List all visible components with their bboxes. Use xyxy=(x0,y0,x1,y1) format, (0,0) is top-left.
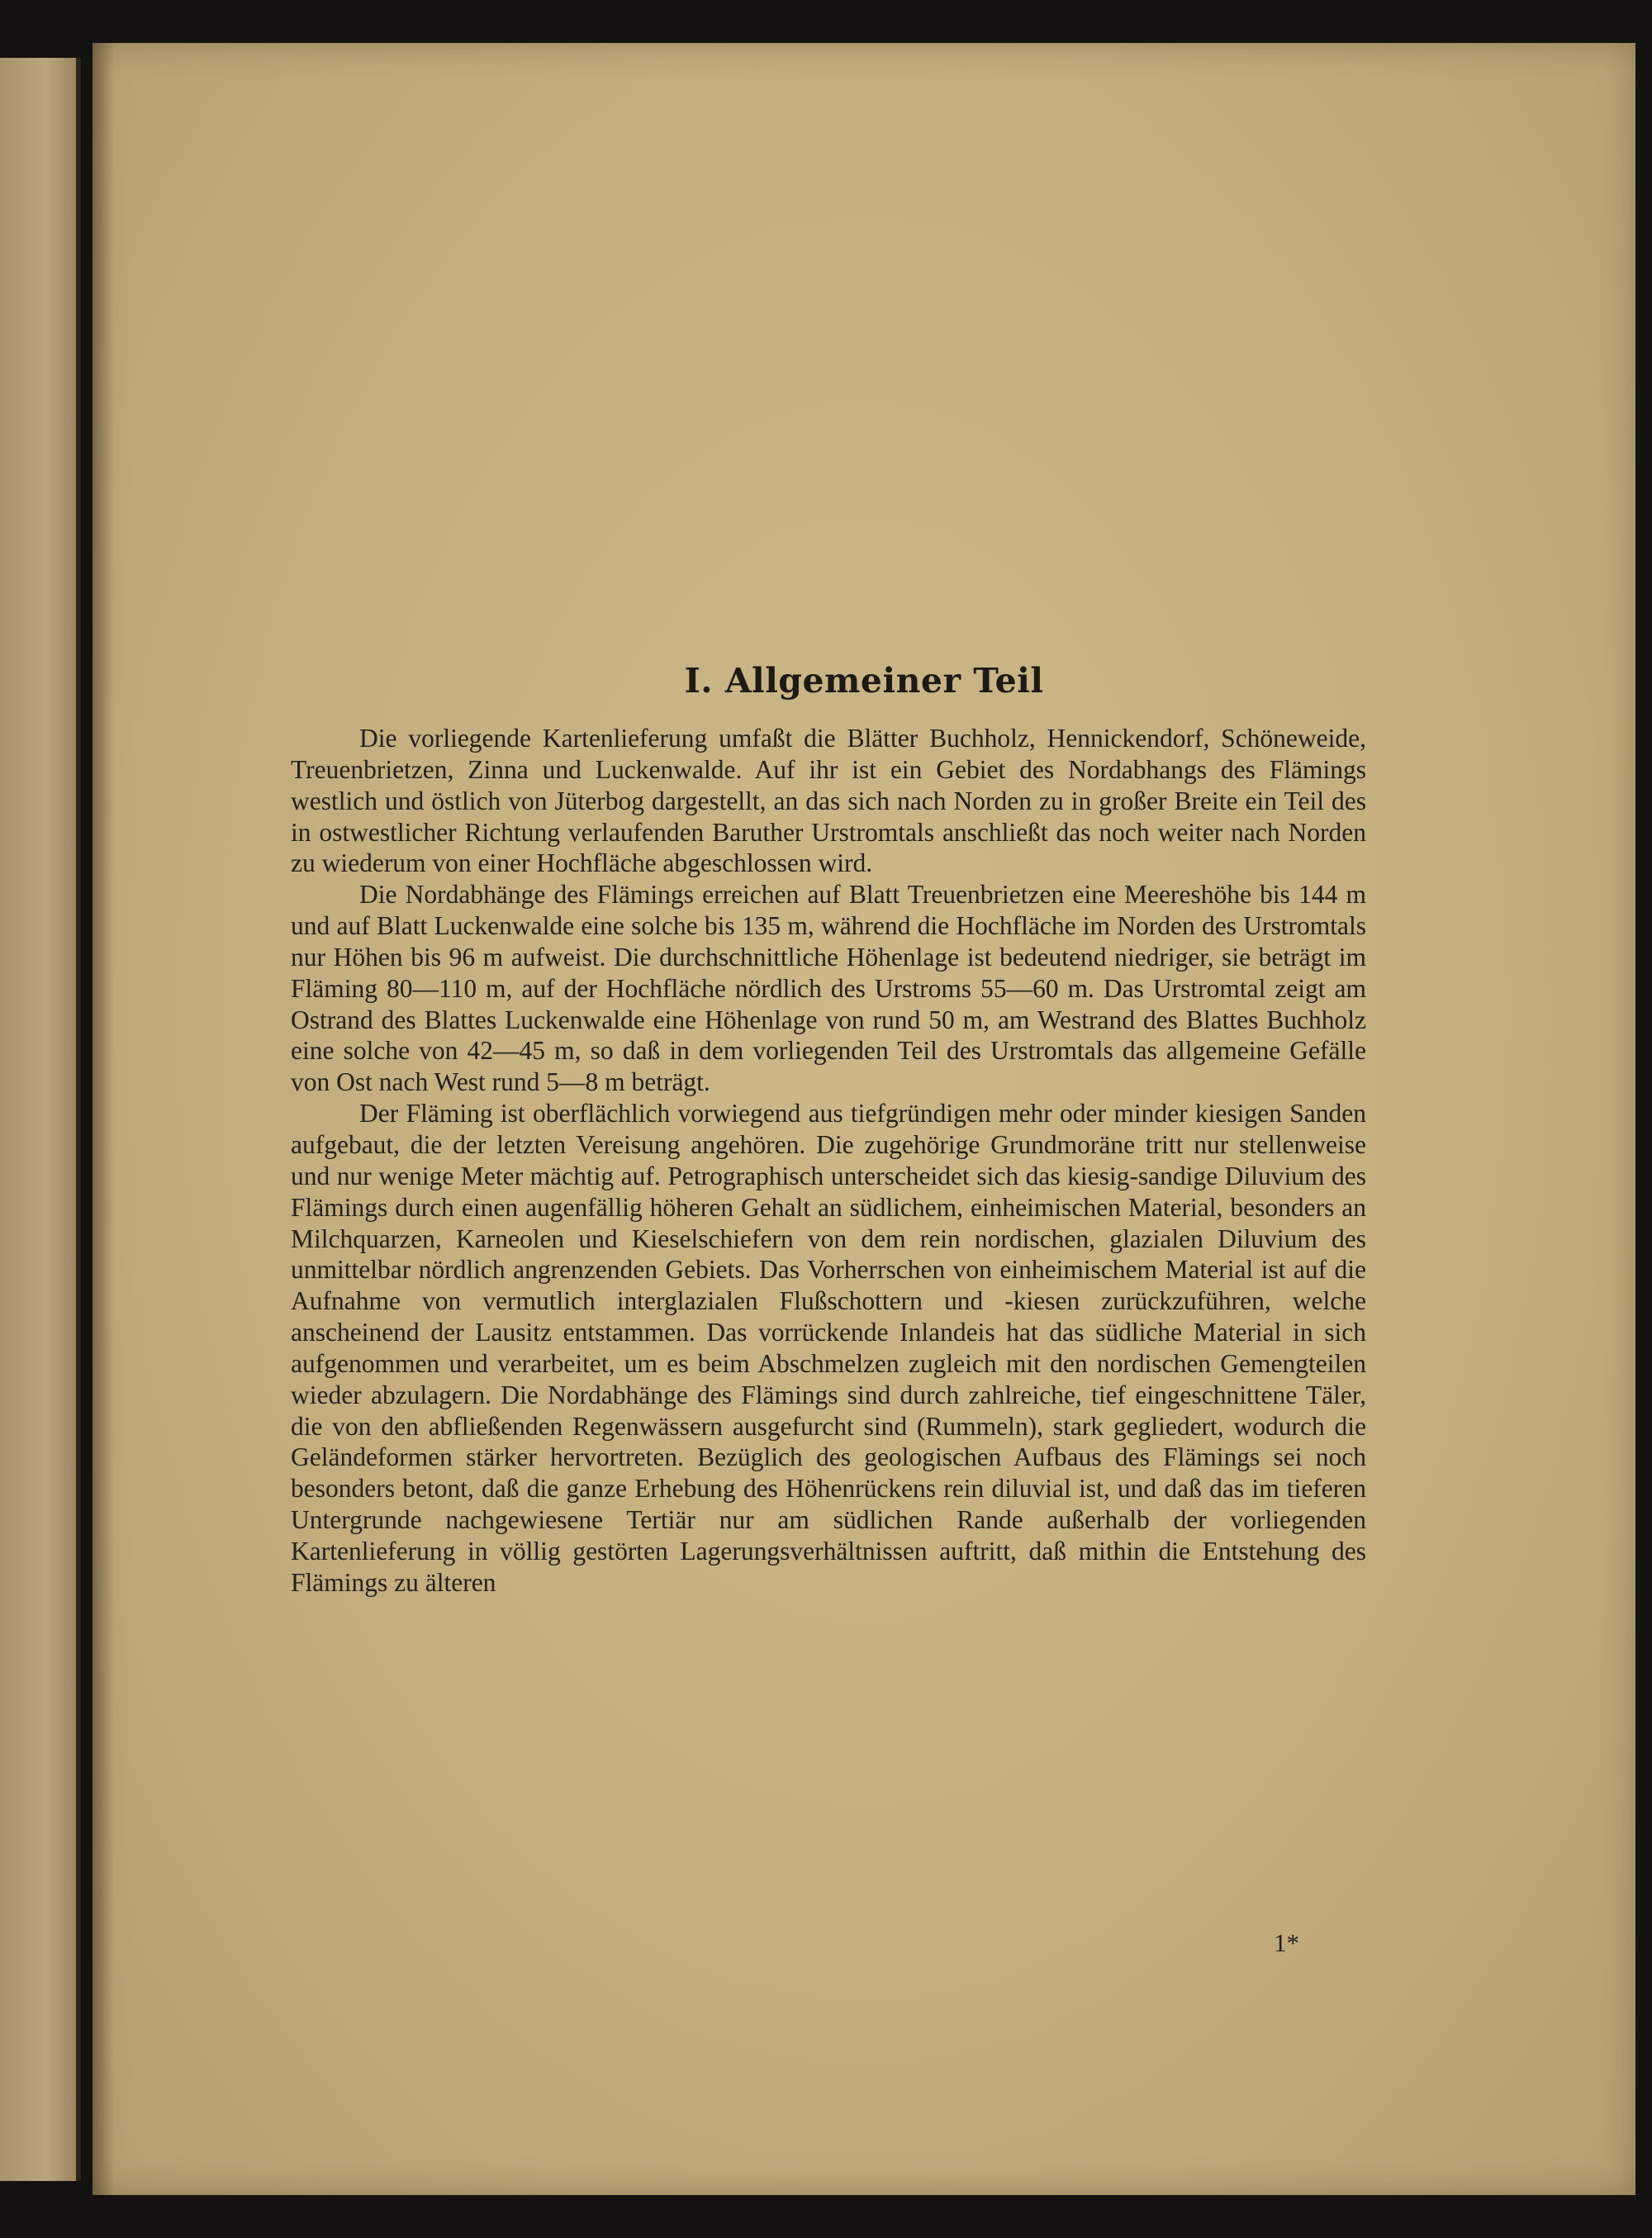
paragraph: Die Nordabhänge des Flämings erreichen auf Blatt Treuenbrietzen eine Meereshöhe bis 144 m und auf Blatt Luckenwalde eine solche bis 135 m, während die Hochfläche im Norden des Urstromtals nur Höhen bis 96 m aufweist. Die durchschnittliche Höhenlage ist bedeutend niedriger, sie beträgt im Fläming 80—110 m, auf der Hochfläche nördlich des Urstroms 55—60 m. Das Urstromtal zeigt am Ostrand des Blattes Luckenwalde eine Höhenlage von rund 50 m, am Westrand des Blattes Buchholz eine solche von 42—45 m, so daß in dem vorliegenden Teil des Urstromtals das allgemeine Gefälle von Ost nach West rund 5—8 m beträgt. xyxy=(291,880,1366,1097)
paragraph: Der Fläming ist oberflächlich vorwiegend aus tiefgründigen mehr oder minder kiesigen Sanden aufgebaut, die der letzten Vereisung angehören. Die zugehörige Grundmoräne tritt nur stellenweise und nur wenige Meter mächtig auf. Petrographisch unterscheidet sich das kiesig-sandige Diluvium des Flämings durch einen augenfällig höheren Gehalt an südlichem, einheimischen Material, besonders an Milchquarzen, Karneolen und Kieselschiefern von dem rein nordischen, glazialen Diluvium des unmittelbar nördlich angrenzenden Gebiets. Das Vorherrschen von einheimischem Material ist auf die Aufnahme von vermutlich interglazialen Flußschottern und -kiesen zurückzuführen, welche anscheinend der Lausitz entstammen. Das vorrückende Inlandeis hat das südliche Material in sich aufgenommen und verarbeitet, um es beim Abschmelzen zugleich mit den nordischen Gemengteilen wieder abzulagern. Die Nordabhänge des Flämings sind durch zahlreiche, tief eingeschnittene Täler, die von den abfließenden Regenwässern ausgefurcht sind (Rummeln), stark gegliedert, wodurch die Geländeformen stärker hervortreten. Bezüglich des geologischen Aufbaus des Flämings sei noch besonders betont, daß die ganze Erhebung des Höhenrückens rein diluvial ist, und daß das im tieferen Untergrunde nachgewiesene Tertiär nur am südlichen Rande außerhalb der vorliegenden Kartenlieferung in völlig gestörten Lagerungsverhältnissen auftritt, daß mithin die Entstehung des Flämings zu älteren xyxy=(291,1099,1366,1597)
body-text xyxy=(291,723,1366,1599)
section-heading: I. Allgemeiner Teil xyxy=(684,661,1044,701)
page xyxy=(93,43,1635,2195)
page-number: 1* xyxy=(1274,1928,1299,1957)
paragraph: Die vorliegende Kartenlieferung umfaßt die Blätter Buchholz, Hennickendorf, Schöneweide, Treuenbrietzen, Zinna und Luckenwalde. Auf ihr ist ein Gebiet des Nordabhangs des Flämings westlich und östlich von Jüterbog dargestellt, an das sich nach Norden zu in großer Breite ein Teil des in ostwestlicher Richtung verlaufenden Baruther Urstromtals anschließt das noch weiter nach Norden zu wiederum von einer Hochfläche abgeschlossen wird. xyxy=(291,724,1366,878)
previous-page-edge xyxy=(0,58,81,2181)
